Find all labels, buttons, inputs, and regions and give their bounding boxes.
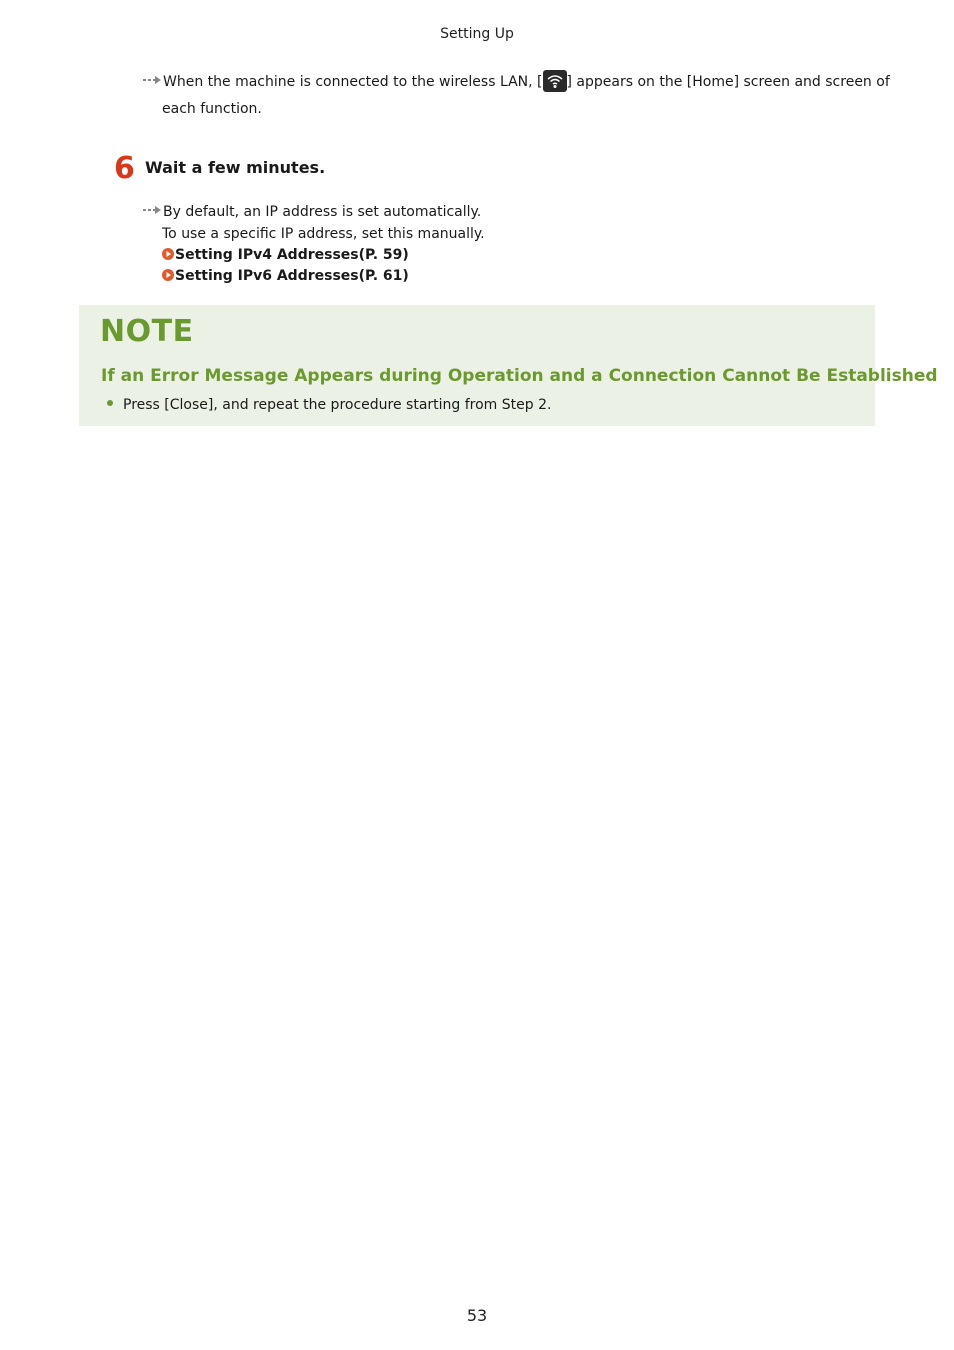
result-ip-text-1: By default, an IP address is set automatically. [163,204,482,220]
note-list-item [107,397,551,413]
note-subtitle: If an Error Message Appears during Operation and a Connection Cannot Be Established [101,366,938,386]
result-line-1 [143,69,890,96]
wifi-icon [543,70,567,92]
link-setting-ipv6[interactable] [143,266,485,287]
bullet-icon [107,400,113,406]
result-text-after: ] appears on the [Home] screen and screen of [566,74,890,90]
result-arrow-icon [143,75,161,85]
page-header: Setting Up [440,26,514,42]
step-title: Wait a few minutes. [145,158,326,177]
link-label: Setting IPv6 Addresses(P. 61) [175,268,409,284]
link-setting-ipv4[interactable] [143,245,485,266]
note-title: NOTE [100,314,194,349]
result-ip-line-2: To use a specific IP address, set this manually. [162,226,485,242]
link-arrow-icon [162,248,174,260]
link-label: Setting IPv4 Addresses(P. 59) [175,247,409,263]
result-text-before: When the machine is connected to the wireless LAN, [ [163,74,543,90]
result-ip-address [143,201,485,287]
result-line-2: each function. [162,101,262,117]
result-ip-line-1 [143,201,485,223]
result-arrow-icon [143,205,161,215]
step-number: 6 [114,151,135,186]
result-wifi-connected [143,69,890,123]
link-arrow-icon [162,269,174,281]
page-number: 53 [466,1306,488,1325]
note-item-text: Press [Close], and repeat the procedure starting from Step 2. [123,397,552,413]
note-box [79,305,938,426]
